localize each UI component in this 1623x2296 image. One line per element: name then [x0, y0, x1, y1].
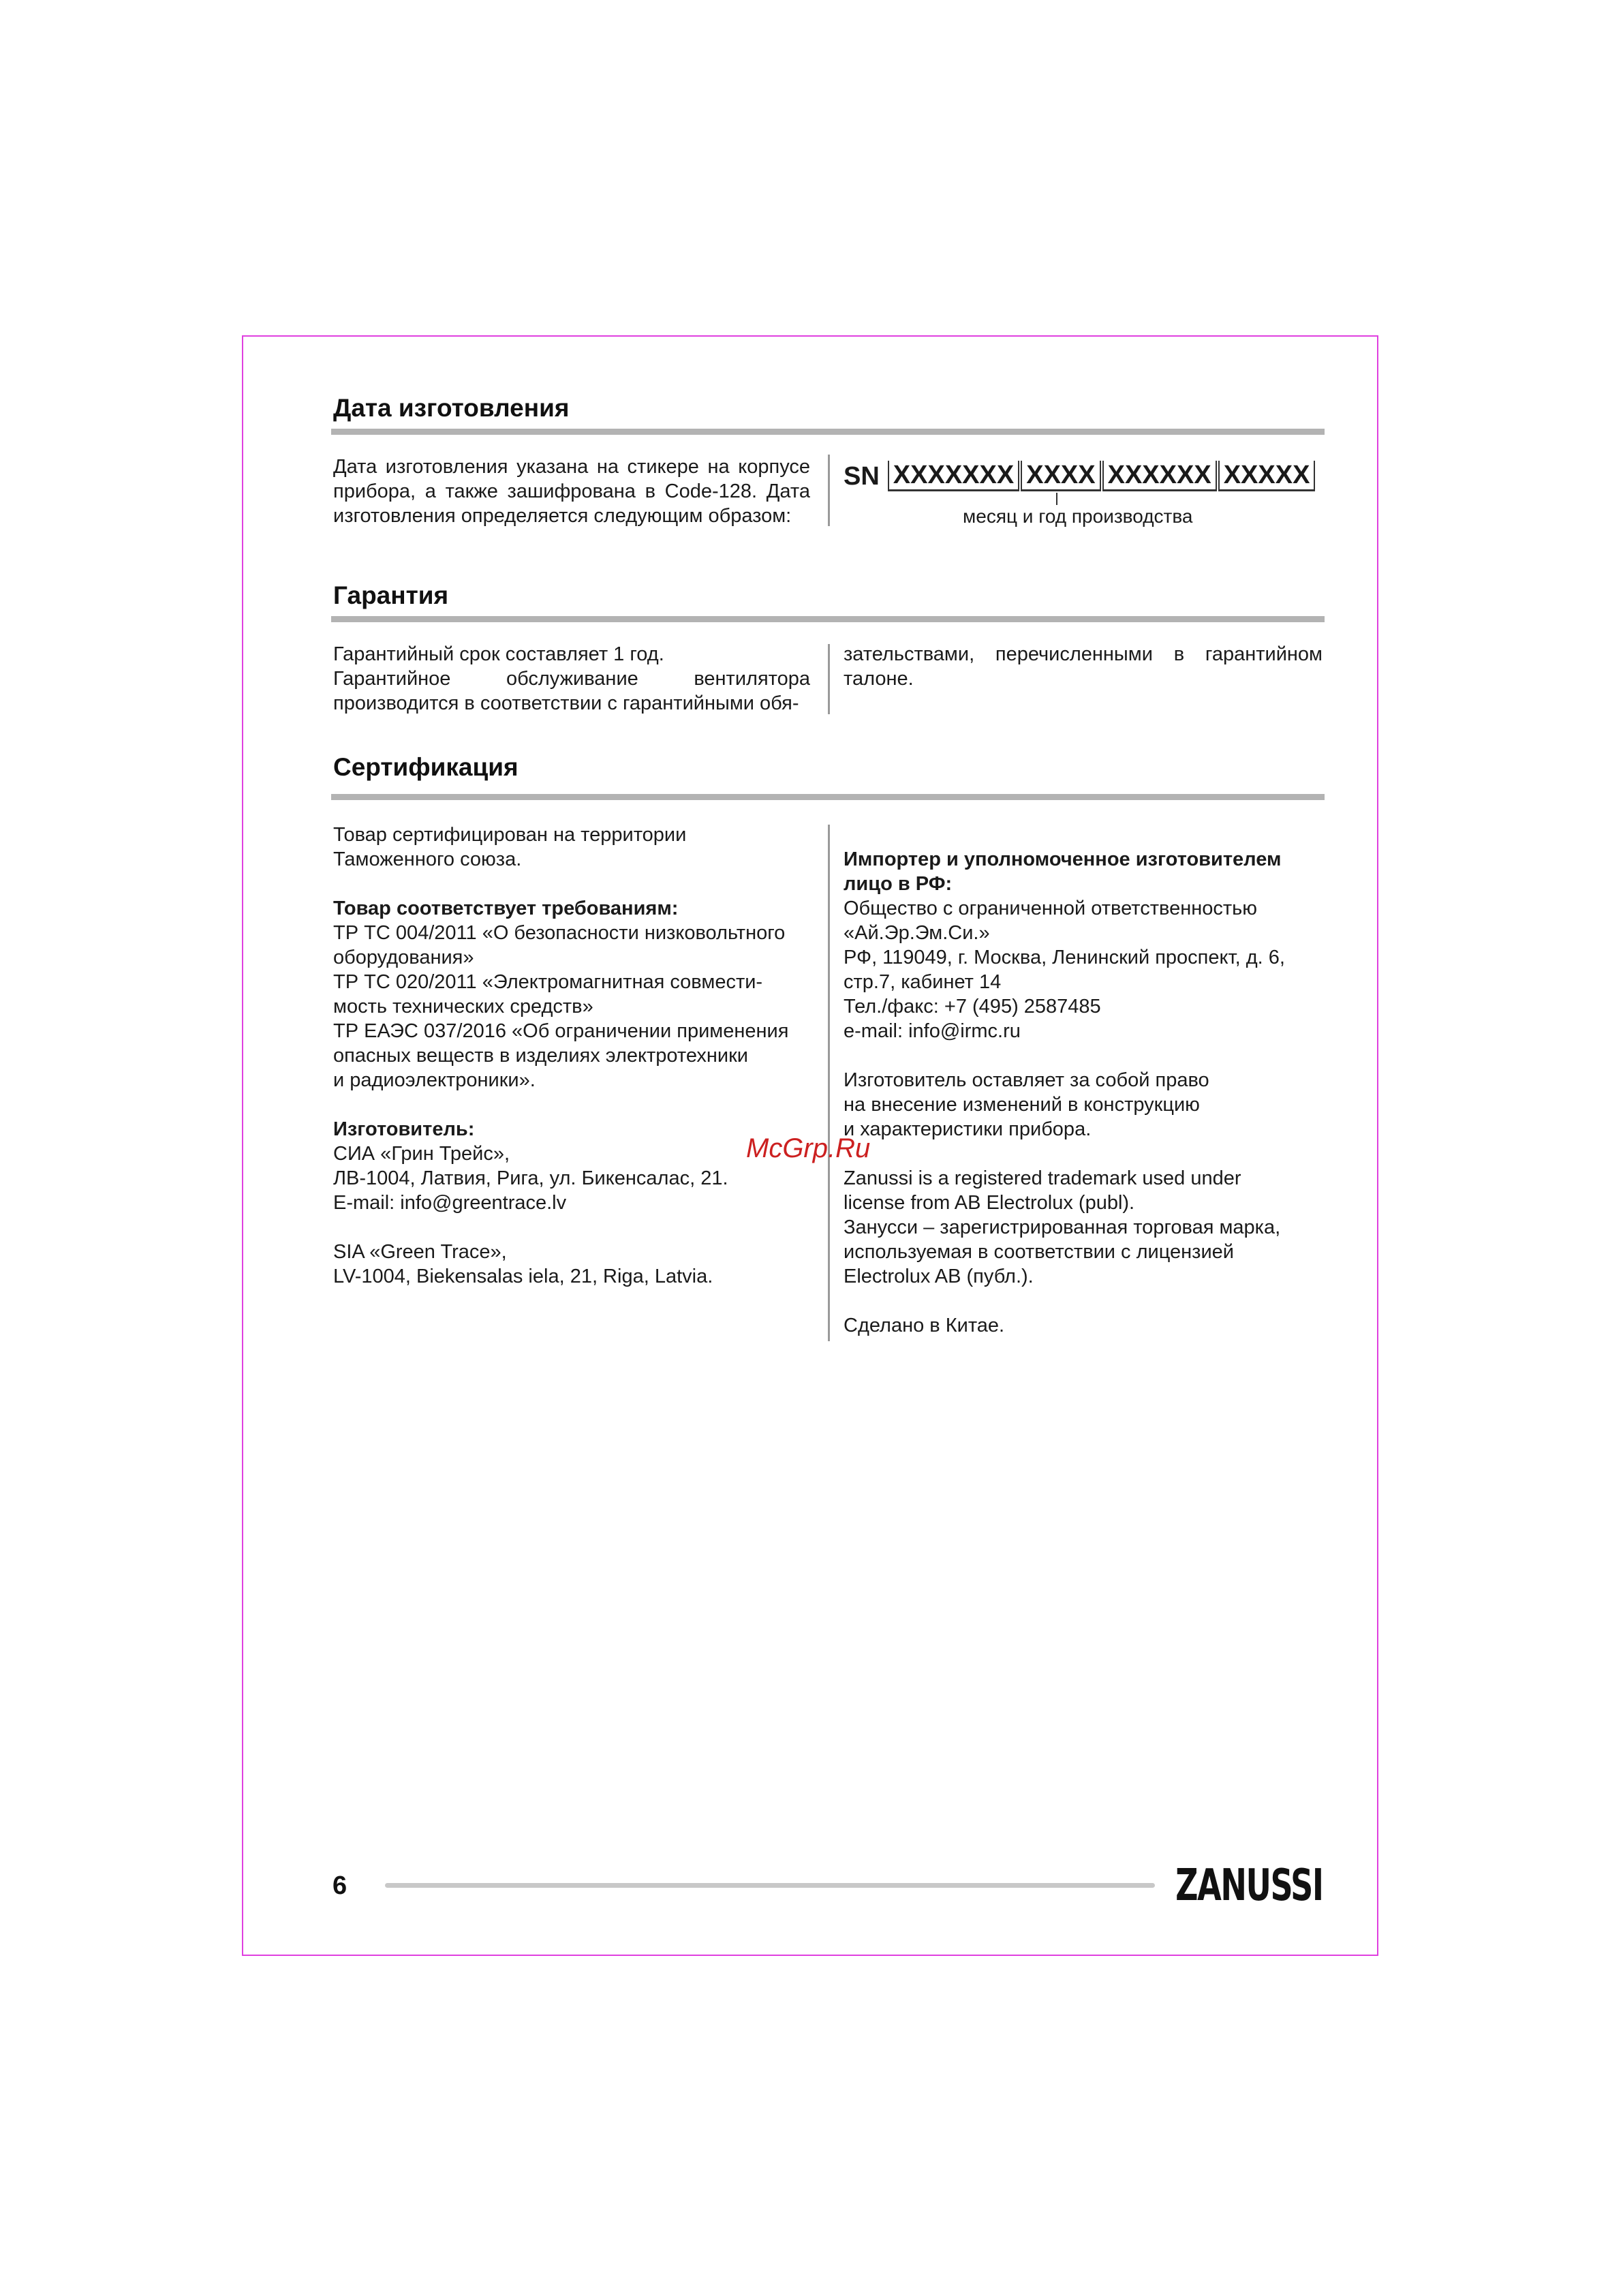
warranty-paragraph: Гарантийное обслуживание вентилятора производится в соответствии с гарантийными обя- [333, 668, 810, 714]
trademark-line: Electrolux AB (публ.). [844, 1266, 1034, 1287]
importer-line: стр.7, кабинет 14 [844, 971, 1002, 993]
cert-intro-line: Таможенного союза. [333, 848, 522, 870]
sn-caption: месяц и год производства [963, 506, 1193, 527]
warranty-period: Гарантийный срок составляет 1 год. [333, 643, 664, 665]
manufacturer-en-line: LV-1004, Biekensalas iela, 21, Riga, Latvia. [333, 1266, 713, 1287]
requirement-line: оборудования» [333, 947, 474, 968]
footer-divider [385, 1883, 1155, 1888]
manufacturer-line: СИА «Грин Трейс», [333, 1143, 510, 1165]
sn-segment: XXXXXXX [888, 461, 1019, 491]
manufacturer-en-line: SIA «Green Trace», [333, 1241, 507, 1263]
trademark-line: Занусси – зарегистрированная торговая марка, [844, 1216, 1281, 1238]
requirement-line: мость технических средств» [333, 996, 593, 1017]
column-divider [828, 825, 830, 1341]
section-divider [331, 794, 1325, 800]
manufacturer-line: ЛВ-1004, Латвия, Рига, ул. Бикенсалас, 21. [333, 1167, 728, 1189]
brand-logo: ZANUSSI [1175, 1861, 1323, 1911]
trademark-line: используемая в соответствии с лицензией [844, 1241, 1234, 1263]
rights-line: на внесение изменений в конструкцию [844, 1094, 1200, 1116]
manufacturer-heading: Изготовитель: [333, 1118, 475, 1140]
requirement-line: опасных веществ в изделиях электротехники [333, 1045, 748, 1067]
sn-prefix: SN [844, 462, 880, 491]
importer-line: Общество с ограниченной ответственностью [844, 898, 1258, 919]
requirement-line: ТР ТС 004/2011 «О безопасности низковольтного [333, 922, 786, 944]
trademark-line: license from AB Electrolux (publ). [844, 1192, 1135, 1214]
section-title-certification: Сертификация [333, 753, 519, 781]
manufacture-date-text: Дата изготовления указана на стикере на корпусе прибора, а также зашифрована в Code-128. Дата изготовления определяется следующим образом: [333, 456, 810, 527]
importer-line: РФ, 119049, г. Москва, Ленинский проспект, д. 6, [844, 947, 1285, 968]
importer-heading: лицо в РФ: [844, 873, 953, 895]
importer-email: e-mail: info@irmc.ru [844, 1020, 1021, 1042]
column-divider [828, 455, 830, 526]
column-divider [828, 644, 830, 714]
certification-right-column [844, 847, 1285, 1338]
importer-line: «Ай.Эр.Эм.Си.» [844, 922, 990, 944]
sn-segment-date: XXXX [1021, 461, 1100, 491]
sn-segment: XXXXX [1218, 461, 1316, 491]
requirements-heading: Товар соответствует требованиям: [333, 898, 679, 919]
watermark: McGrp.Ru [746, 1133, 871, 1163]
importer-phone: Тел./факс: +7 (495) 2587485 [844, 996, 1101, 1017]
section-divider [331, 429, 1325, 435]
certification-left-column [333, 823, 788, 1289]
importer-heading: Импортер и уполномоченное изготовителем [844, 848, 1282, 870]
section-divider [331, 616, 1325, 622]
cert-intro-line: Товар сертифицирован на территории [333, 824, 687, 846]
warranty-right-column: зательствами, перечисленными в гарантийном талоне. [844, 643, 1323, 690]
sn-date-pointer [1056, 493, 1057, 505]
requirement-line: ТР ЕАЭС 037/2016 «Об ограничении применения [333, 1020, 789, 1042]
sn-segment: XXXXXX [1102, 461, 1217, 491]
section-title-manufacture-date: Дата изготовления [333, 394, 570, 422]
manufacturer-email: E-mail: info@greentrace.lv [333, 1192, 567, 1214]
trademark-line: Zanussi is a registered trademark used under [844, 1167, 1241, 1189]
warranty-left-column [333, 642, 810, 716]
made-in: Сделано в Китае. [844, 1315, 1005, 1336]
serial-number-diagram [844, 461, 1316, 491]
requirement-line: и радиоэлектроники». [333, 1069, 536, 1091]
rights-line: Изготовитель оставляет за собой право [844, 1069, 1209, 1091]
requirement-line: ТР ТС 020/2011 «Электромагнитная совмести- [333, 971, 763, 993]
page-number: 6 [333, 1871, 347, 1900]
rights-line: и характеристики прибора. [844, 1118, 1092, 1140]
section-title-warranty: Гарантия [333, 581, 449, 609]
